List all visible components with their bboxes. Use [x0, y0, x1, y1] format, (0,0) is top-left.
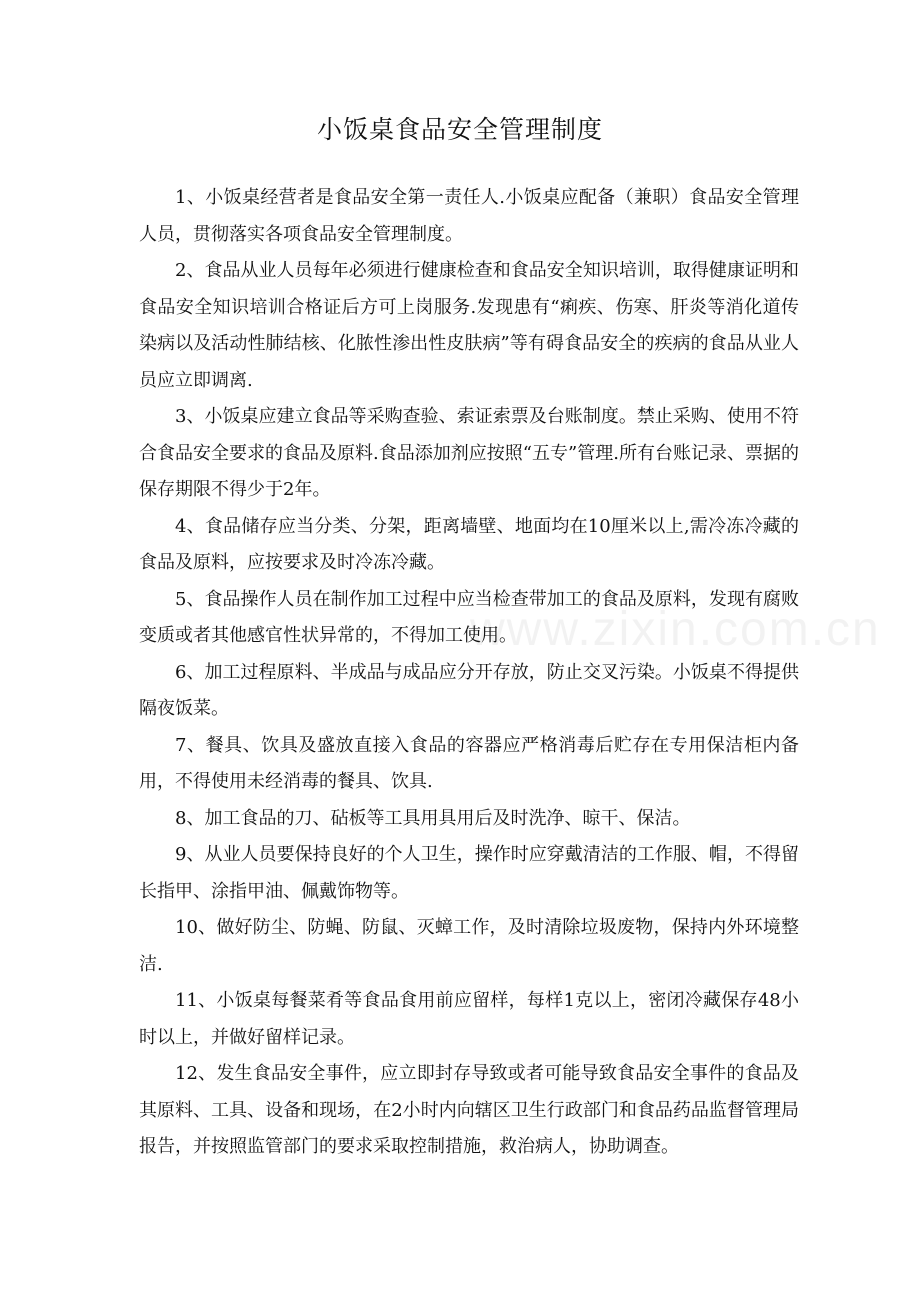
rule-paragraph-10: 10、做好防尘、防蝇、防鼠、灭蟑工作，及时清除垃圾废物，保持内外环境整洁. — [139, 917, 799, 975]
rule-paragraph-12: 12、发生食品安全事件，应立即封存导致或者可能导致食品安全事件的食品及其原料、工具、设备和现场，在2小时内向辖区卫生行政部门和食品药品监督管理局报告，并按照监管部门的要求采取控制措施，救治病人，协助调查。 — [139, 1063, 799, 1157]
rule-paragraph-6: 6、加工过程原料、半成品与成品应分开存放，防止交叉污染。小饭桌不得提供隔夜饭菜。 — [139, 661, 799, 719]
document-title: 小饭桌食品安全管理制度 — [316, 115, 603, 144]
document-body — [139, 180, 881, 1166]
rule-paragraph-1: 1、小饭桌经营者是食品安全第一责任人.小饭桌应配备（兼职）食品安全管理人员，贯彻落实各项食品安全管理制度。 — [139, 187, 799, 245]
rule-paragraph-4: 4、食品储存应当分类、分架，距离墙壁、地面均在10厘米以上,需冷冻冷藏的食品及原料，应按要求及时冷冻冷藏。 — [139, 515, 799, 573]
rule-paragraph-3: 3、小饭桌应建立食品等采购查验、索证索票及台账制度。禁止采购、使用不符合食品安全要求的食品及原料.食品添加剂应按照“五专”管理.所有台账记录、票据的保存期限不得少于2年。 — [139, 406, 799, 500]
rule-paragraph-7: 7、餐具、饮具及盛放直接入食品的容器应严格消毒后贮存在专用保洁柜内备用，不得使用未经消毒的餐具、饮具. — [139, 734, 799, 792]
rule-paragraph-8: 8、加工食品的刀、砧板等工具用具用后及时洗净、晾干、保洁。 — [175, 807, 691, 829]
watermark: www.zixin.com.cn — [470, 603, 881, 656]
rule-paragraph-5: 5、食品操作人员在制作加工过程中应当检查带加工的食品及原料，发现有腐败变质或者其他感官性状异常的，不得加工使用。 — [139, 588, 799, 646]
rule-paragraph-2: 2、食品从业人员每年必须进行健康检查和食品安全知识培训，取得健康证明和食品安全知识培训合格证后方可上岗服务.发现患有“痢疾、伤寒、肝炎等消化道传染病以及活动性肺结核、化脓性渗出性皮肤病”等有碍食品安全的疾病的食品从业人员应立即调离. — [139, 260, 799, 391]
rule-paragraph-11: 11、小饭桌每餐菜肴等食品食用前应留样，每样1克以上，密闭冷藏保存48小时以上，并做好留样记录。 — [139, 990, 799, 1048]
rule-paragraph-9: 9、从业人员要保持良好的个人卫生，操作时应穿戴清洁的工作服、帽，不得留长指甲、涂指甲油、佩戴饰物等。 — [139, 844, 799, 902]
